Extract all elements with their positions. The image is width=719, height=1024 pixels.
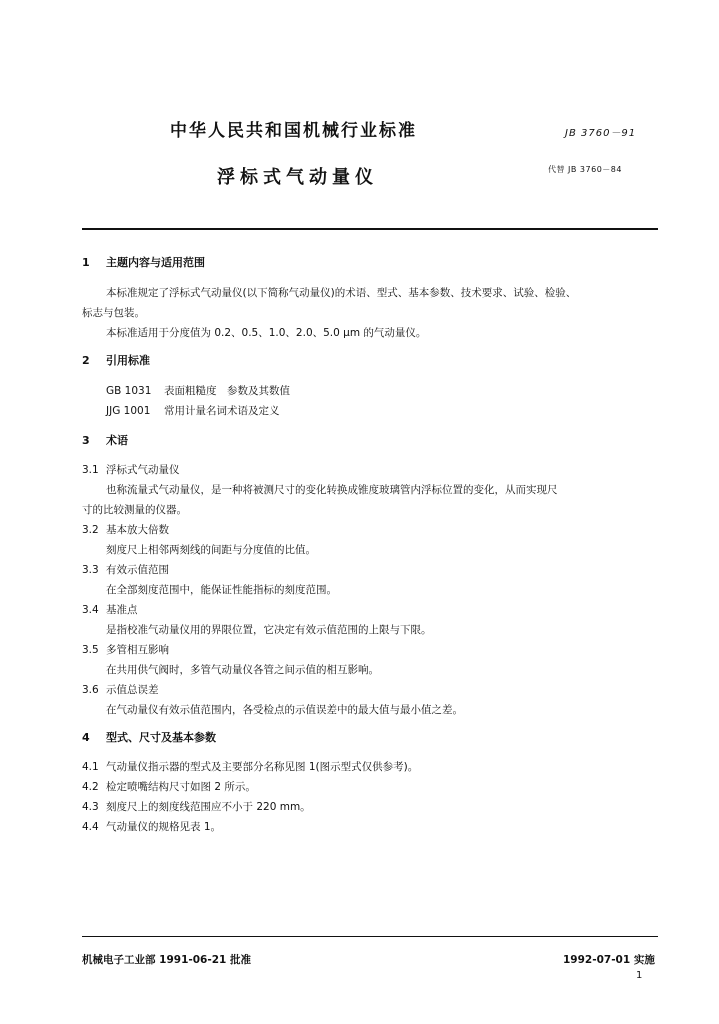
item-number: 4.4 xyxy=(82,821,99,833)
term-number: 3.4 xyxy=(82,604,99,616)
term-heading xyxy=(82,642,169,657)
term-definition: 在共用供气阀时，多管气动量仪各管之间示值的相互影响。 xyxy=(106,664,379,676)
term-definition: 在气动量仪有效示值范围内，各受检点的示值误差中的最大值与最小值之差。 xyxy=(106,704,463,716)
header-divider xyxy=(82,228,658,230)
term-definition: 刻度尺上相邻两刻线的间距与分度值的比值。 xyxy=(106,544,316,556)
item-text: 气动量仪的规格见表 1。 xyxy=(106,821,222,833)
reference-item xyxy=(106,383,290,398)
term-heading xyxy=(82,682,159,697)
section-1-number: 1 xyxy=(82,256,90,269)
reference-code: JJG 1001 xyxy=(106,405,151,417)
reference-code: GB 1031 xyxy=(106,385,152,397)
section-4-item xyxy=(82,799,311,814)
item-number: 4.1 xyxy=(82,761,99,773)
section-1-heading xyxy=(82,254,205,270)
term-number: 3.2 xyxy=(82,524,99,536)
section-1-para-2: 本标准适用于分度值为 0.2、0.5、1.0、2.0、5.0 μm 的气动量仪。 xyxy=(106,327,427,339)
reference-name: 表面粗糙度 参数及其数值 xyxy=(164,385,290,397)
term-name: 有效示值范围 xyxy=(106,564,169,576)
section-4-item xyxy=(82,819,221,834)
term-name: 浮标式气动量仪 xyxy=(106,464,180,476)
item-text: 气动量仪指示器的型式及主要部分名称见图 1(图示型式仅供参考)。 xyxy=(106,761,419,773)
section-1-title: 主题内容与适用范围 xyxy=(106,256,205,269)
section-4-number: 4 xyxy=(82,731,90,744)
reference-name: 常用计量名词术语及定义 xyxy=(164,405,280,417)
section-2-title: 引用标准 xyxy=(106,354,150,367)
section-4-item xyxy=(82,779,256,794)
item-number: 4.2 xyxy=(82,781,99,793)
section-4-item xyxy=(82,759,418,774)
approval-note: 机械电子工业部 1991-06-21 批准 xyxy=(82,954,251,966)
term-definition: 在全部刻度范围中，能保证性能指标的刻度范围。 xyxy=(106,584,337,596)
section-2-heading xyxy=(82,352,150,368)
section-3-heading xyxy=(82,432,128,448)
standard-title: 中华人民共和国机械行业标准 xyxy=(170,121,417,141)
term-name: 基准点 xyxy=(106,604,138,616)
standard-code: JB 3760－91 xyxy=(565,128,637,139)
item-text: 刻度尺上的刻度线范围应不小于 220 mm。 xyxy=(106,801,311,813)
replaces-note: 代替 JB 3760－84 xyxy=(548,165,622,174)
page-number: 1 xyxy=(636,970,643,981)
term-definition-line-2: 寸的比较测量的仪器。 xyxy=(82,504,187,516)
section-2-number: 2 xyxy=(82,354,90,367)
reference-item xyxy=(106,403,280,418)
item-text: 检定喷嘴结构尺寸如图 2 所示。 xyxy=(106,781,256,793)
term-definition: 是指校准气动量仪用的界限位置，它决定有效示值范围的上限与下限。 xyxy=(106,624,432,636)
section-4-heading xyxy=(82,729,216,745)
term-name: 多管相互影响 xyxy=(106,644,169,656)
section-3-title: 术语 xyxy=(106,434,128,447)
term-name: 示值总误差 xyxy=(106,684,159,696)
section-1-para-1-line-2: 标志与包装。 xyxy=(82,307,145,319)
term-heading xyxy=(82,522,169,537)
term-number: 3.6 xyxy=(82,684,99,696)
item-number: 4.3 xyxy=(82,801,99,813)
term-heading xyxy=(82,602,138,617)
term-heading xyxy=(82,462,180,477)
implementation-date: 1992-07-01 实施 xyxy=(563,954,655,966)
term-number: 3.3 xyxy=(82,564,99,576)
section-3-number: 3 xyxy=(82,434,90,447)
footer-divider xyxy=(82,936,658,937)
term-definition-line-1: 也称流量式气动量仪，是一种将被测尺寸的变化转换成锥度玻璃管内浮标位置的变化，从而实现尺 xyxy=(106,484,558,496)
section-4-title: 型式、尺寸及基本参数 xyxy=(106,731,216,744)
section-1-para-1-line-1: 本标准规定了浮标式气动量仪(以下简称气动量仪)的术语、型式、基本参数、技术要求、试验、检验、 xyxy=(106,287,577,299)
term-number: 3.5 xyxy=(82,644,99,656)
term-number: 3.1 xyxy=(82,464,99,476)
term-name: 基本放大倍数 xyxy=(106,524,169,536)
term-heading xyxy=(82,562,169,577)
document-title: 浮标式气动量仪 xyxy=(217,167,378,188)
